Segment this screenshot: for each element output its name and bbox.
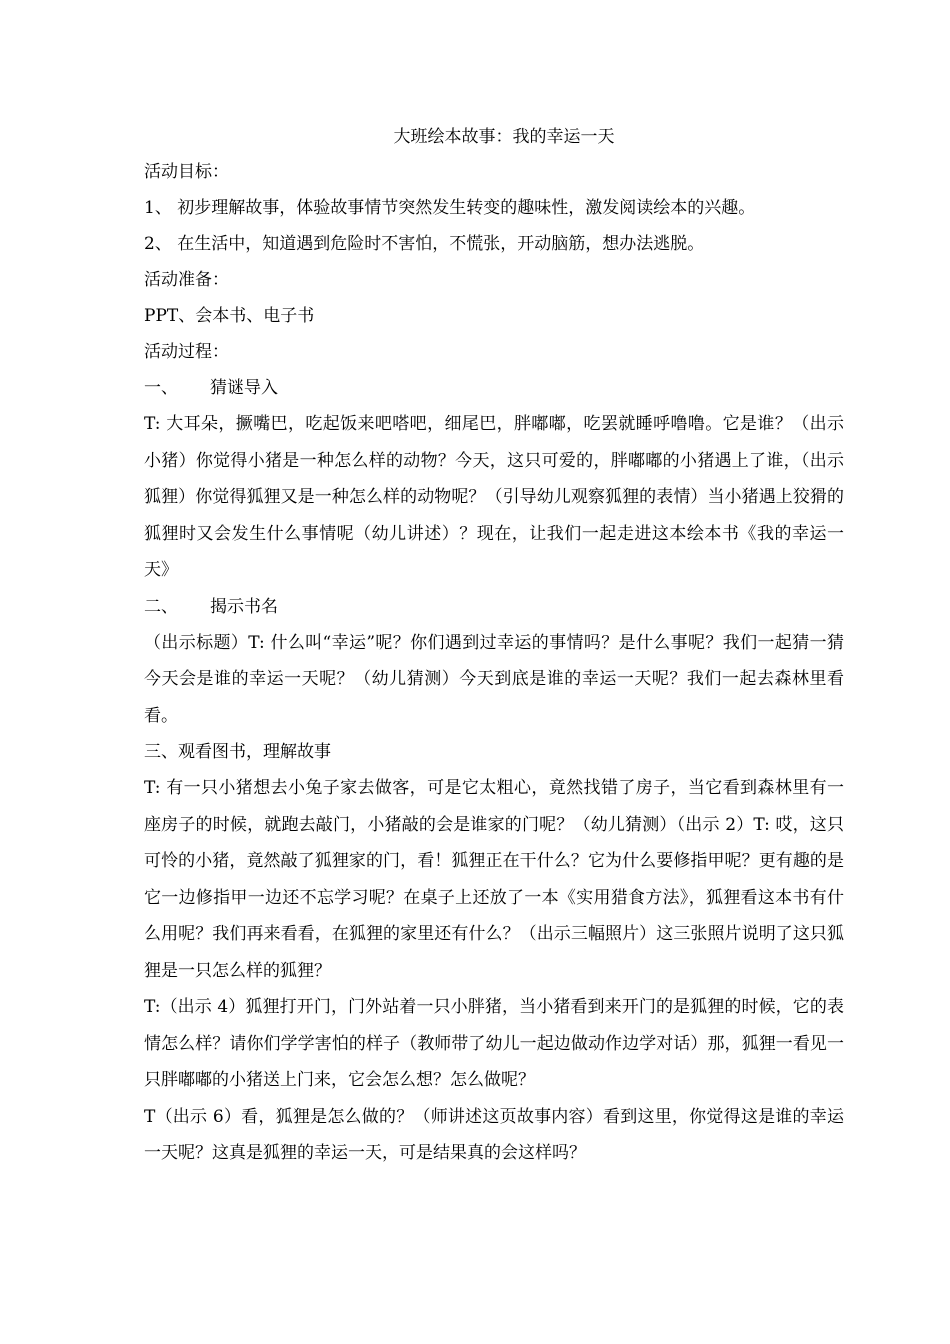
prep-items: PPT、会本书、电子书 — [144, 306, 315, 326]
section-1-heading — [144, 370, 844, 406]
section-3-heading: 三、观看图书，理解故事 — [144, 742, 331, 762]
section-2-number: 二、 — [144, 596, 178, 617]
section-1-title: 猜谜导入 — [210, 378, 278, 398]
goal-item-1: 1、 初步理解故事，体验故事情节突然发生转变的趣味性，激发阅读绘本的兴趣。 — [144, 198, 756, 218]
section-2-heading — [144, 589, 844, 625]
section-3-paragraph-1: T: 有一只小猪想去小兔子家去做客，可是它太粗心，竟然找错了房子，当它看到森林里有一座房子的时候，就跑去敲门，小猪敲的会是谁家的门呢？（幼儿猜测）（出示 2）T: 哎，这只可怜的小猪，竟然敲了狐狸家的门，看！狐狸正在干什么？它为什么要修指甲呢？更有趣的是它一边修指甲一边还不忘学习呢？在桌子上还放了一本《实用猎食方法》，狐狸看这本书有什么用呢？我们再来看看，在狐狸的家里还有什么？（出示三幅照片）这三张照片说明了这只狐狸是一只怎么样的狐狸？ — [144, 778, 844, 981]
section-1-paragraph: T: 大耳朵，撅嘴巴，吃起饭来吧嗒吧，细尾巴，胖嘟嘟，吃罢就睡呼噜噜。它是谁？（出示小猪）你觉得小猪是一种怎么样的动物？今天，这只可爱的，胖嘟嘟的小猪遇上了谁，（出示狐狸）你觉得狐狸又是一种怎么样的动物呢？（引导幼儿观察狐狸的表情）当小猪遇上狡猾的狐狸时又会发生什么事情呢（幼儿讲述）？现在，让我们一起走进这本绘本书《我的幸运一天》 — [144, 414, 844, 580]
document-page — [144, 120, 844, 1172]
section-3-paragraph-3: T（出示 6）看，狐狸是怎么做的？（师讲述这页故事内容）看到这里，你觉得这是谁的幸运一天呢？这真是狐狸的幸运一天，可是结果真的会这样吗？ — [144, 1106, 844, 1163]
goals-heading: 活动目标： — [144, 162, 229, 182]
section-2-paragraph: （出示标题）T: 什么叫“幸运”呢？你们遇到过幸运的事情吗？是什么事呢？我们一起猜一猜今天会是谁的幸运一天呢？（幼儿猜测）今天到底是谁的幸运一天呢？我们一起去森林里看看。 — [144, 632, 844, 726]
section-2-title: 揭示书名 — [210, 596, 278, 617]
section-3-paragraph-2: T:（出示 4）狐狸打开门，门外站着一只小胖猪，当小猪看到来开门的是狐狸的时候，它的表情怎么样？请你们学学害怕的样子（教师带了幼儿一起边做动作边学对话）那，狐狸一看见一只胖嘟嘟的小猪送上门来，它会怎么想？怎么做呢？ — [144, 997, 844, 1090]
document-title: 大班绘本故事：我的幸运一天 — [393, 127, 615, 147]
section-1-number: 一、 — [144, 378, 178, 398]
prep-heading: 活动准备： — [144, 270, 229, 290]
goal-item-2: 2、 在生活中，知道遇到危险时不害怕，不慌张，开动脑筋，想办法逃脱。 — [144, 234, 705, 254]
process-heading: 活动过程： — [144, 342, 229, 362]
